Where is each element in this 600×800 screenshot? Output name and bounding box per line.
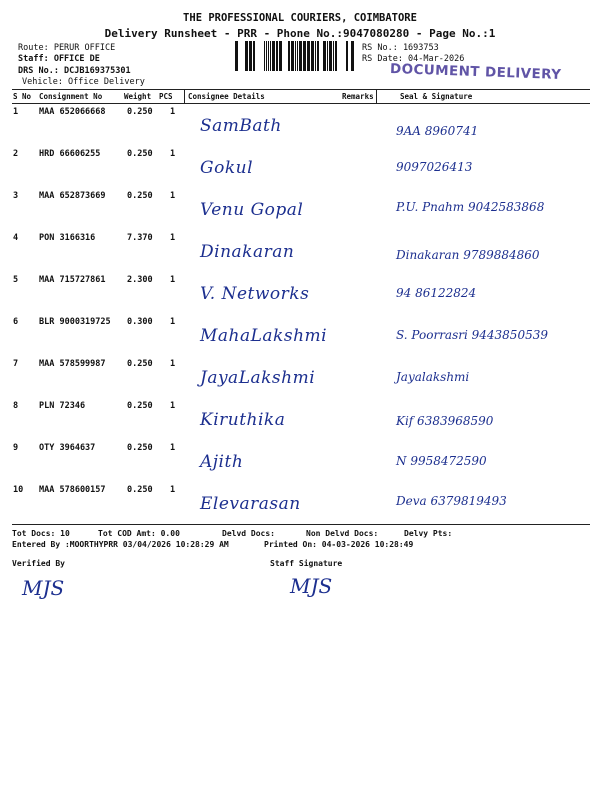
row-signature: 9097026413	[396, 160, 473, 174]
vehicle-info: Vehicle: Office Delivery	[22, 77, 145, 87]
col-pcs: PCS	[159, 92, 173, 101]
row-consignee-name: SamBath	[200, 116, 282, 136]
row-pcs: 1	[170, 107, 176, 117]
row-consignee-name: Gokul	[200, 158, 254, 178]
row-pcs: 1	[170, 191, 176, 201]
col-consignee: Consignee Details	[188, 92, 265, 101]
row-weight: 0.250	[127, 443, 153, 453]
row-consignment-no: PON 3166316	[39, 233, 96, 243]
row-consignment-no: PLN 72346	[39, 401, 86, 411]
rs-date: RS Date: 04-Mar-2026	[362, 54, 465, 64]
entered-by: Entered By :MOORTHYPRR 03/04/2026 10:28:29 AM	[12, 540, 229, 549]
col-divider	[184, 89, 185, 103]
col-sno: S No	[13, 92, 32, 101]
company-title: THE PROFESSIONAL COURIERS, COIMBATORE	[183, 12, 417, 24]
col-divider	[376, 89, 377, 103]
row-weight: 0.250	[127, 191, 153, 201]
row-consignee-name: MahaLakshmi	[200, 326, 328, 346]
row-sno: 3	[13, 191, 19, 201]
col-consignment: Consignment No	[39, 92, 103, 101]
document-delivery-stamp: DOCUMENT DELIVERY	[389, 61, 562, 83]
row-weight: 0.250	[127, 359, 153, 369]
delivery-points: Delvy Pts:	[404, 529, 453, 538]
row-consignment-no: HRD 66606255	[39, 149, 101, 159]
row-sno: 4	[13, 233, 19, 243]
row-sno: 10	[13, 485, 24, 495]
row-consignment-no: OTY 3964637	[39, 443, 96, 453]
total-docs: Tot Docs: 10	[12, 529, 70, 538]
printed-on: Printed On: 04-03-2026 10:28:49	[264, 540, 414, 549]
row-pcs: 1	[170, 233, 176, 243]
row-consignment-no: MAA 578600157	[39, 485, 106, 495]
row-sno: 6	[13, 317, 19, 327]
col-seal-signature: Seal & Signature	[400, 92, 473, 101]
header-bottom-rule	[12, 103, 590, 104]
header-top-rule	[12, 89, 590, 90]
col-remarks: Remarks	[342, 92, 374, 101]
total-cod-amount: Tot COD Amt: 0.00	[98, 529, 180, 538]
row-signature: Deva 6379819493	[396, 494, 507, 508]
row-consignee-name: JayaLakshmi	[200, 368, 316, 388]
row-consignment-no: MAA 715727861	[39, 275, 106, 285]
staff-info: Staff: OFFICE DE	[18, 54, 100, 64]
row-weight: 7.370	[127, 233, 153, 243]
row-pcs: 1	[170, 401, 176, 411]
row-signature: P.U. Pnahm 9042583868	[396, 200, 545, 214]
row-sno: 9	[13, 443, 19, 453]
row-sno: 5	[13, 275, 19, 285]
row-weight: 0.250	[127, 107, 153, 117]
row-consignee-name: Venu Gopal	[200, 200, 304, 220]
rs-number: RS No.: 1693753	[362, 43, 439, 53]
row-signature: 94 86122824	[396, 286, 477, 300]
barcode	[232, 41, 356, 71]
row-pcs: 1	[170, 275, 176, 285]
row-consignee-name: Dinakaran	[200, 242, 295, 262]
row-sno: 2	[13, 149, 19, 159]
row-pcs: 1	[170, 359, 176, 369]
delivered-docs: Delvd Docs:	[222, 529, 275, 538]
verified-by-label: Verified By	[12, 559, 65, 568]
row-consignee-name: V. Networks	[200, 284, 310, 304]
row-signature: 9AA 8960741	[396, 124, 479, 138]
row-pcs: 1	[170, 317, 176, 327]
row-consignee-name: Ajith	[200, 452, 244, 472]
row-sno: 7	[13, 359, 19, 369]
row-signature: Jayalakshmi	[396, 370, 470, 384]
row-signature: S. Poorrasri 9443850539	[396, 328, 548, 342]
row-pcs: 1	[170, 149, 176, 159]
row-consignment-no: MAA 652873669	[39, 191, 106, 201]
row-weight: 0.250	[127, 149, 153, 159]
staff-signature-label: Staff Signature	[270, 559, 343, 568]
row-sno: 1	[13, 107, 19, 117]
runsheet-subtitle: Delivery Runsheet - PRR - Phone No.:9047080280 - Page No.:1	[104, 27, 496, 40]
row-sno: 8	[13, 401, 19, 411]
row-consignee-name: Kiruthika	[200, 410, 286, 430]
col-weight: Weight	[124, 92, 152, 101]
row-weight: 0.300	[127, 317, 153, 327]
drs-number: DRS No.: DCJB169375301	[18, 66, 131, 76]
row-pcs: 1	[170, 485, 176, 495]
row-consignment-no: MAA 652066668	[39, 107, 106, 117]
row-signature: N 9958472590	[396, 454, 487, 468]
table-bottom-rule	[12, 524, 590, 525]
row-weight: 0.250	[127, 401, 153, 411]
row-consignee-name: Elevarasan	[200, 494, 301, 514]
row-pcs: 1	[170, 443, 176, 453]
row-weight: 0.250	[127, 485, 153, 495]
row-weight: 2.300	[127, 275, 153, 285]
route-info: Route: PERUR OFFICE	[18, 43, 116, 53]
row-consignment-no: MAA 578599987	[39, 359, 106, 369]
row-consignment-no: BLR 9000319725	[39, 317, 111, 327]
row-signature: Kif 6383968590	[396, 414, 494, 428]
verified-by-signature: MJS	[22, 576, 65, 600]
non-delivered-docs: Non Delvd Docs:	[306, 529, 379, 538]
row-signature: Dinakaran 9789884860	[396, 248, 540, 262]
staff-signature: MJS	[290, 574, 333, 598]
